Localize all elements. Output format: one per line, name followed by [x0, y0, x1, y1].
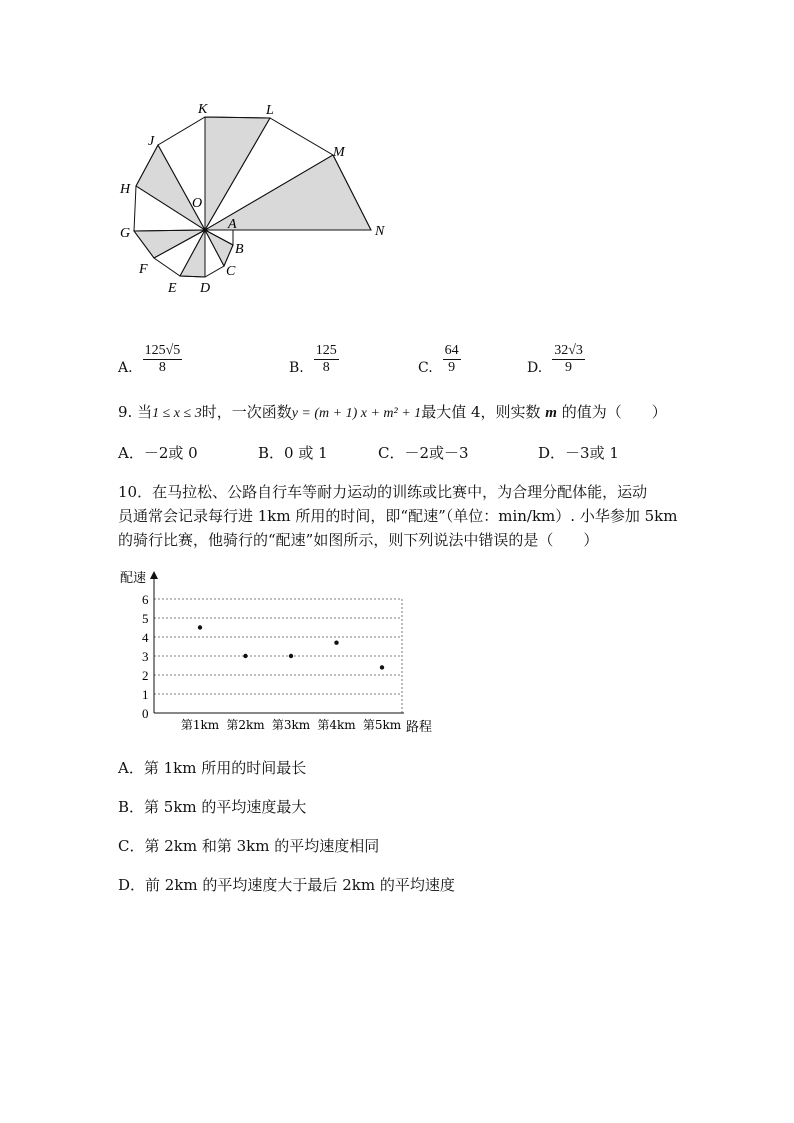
x-tick-label: 第2km — [226, 718, 265, 732]
option-fraction — [443, 343, 461, 376]
y-tick-label: 3 — [142, 649, 149, 664]
x-tick-label: 第4km — [317, 718, 356, 732]
fraction-numerator: 32√3 — [554, 343, 583, 358]
y-tick-label: 5 — [142, 611, 149, 626]
x-tick-label: 第3km — [271, 718, 311, 732]
q9-option-d[interactable]: D．－3或 1 — [538, 444, 619, 462]
option-letter: C. — [418, 360, 433, 376]
y-tick-label: 6 — [142, 592, 149, 607]
q9-number: 9. — [118, 403, 133, 421]
q9-prefix: 当 — [137, 403, 153, 421]
shaded-triangle-bca — [205, 230, 233, 266]
option-fraction — [143, 343, 183, 376]
q8-option-c[interactable] — [418, 338, 461, 376]
q10-line-3: 的骑行比赛，他骑行的“配速”如图所示，则下列说法中错误的是（ ） — [118, 531, 599, 549]
q10-option-c[interactable]: C．第 2km 和第 3km 的平均速度相同 — [118, 837, 380, 855]
geometry-figure — [110, 95, 400, 305]
point-label-l: L — [266, 103, 274, 118]
x-tick-label: 第1km — [180, 718, 220, 732]
y-tick-label: 4 — [142, 630, 149, 645]
q9-option-a[interactable]: A．－2或 0 — [118, 444, 198, 462]
q8-option-b[interactable] — [289, 338, 339, 376]
point-label-f: F — [139, 262, 148, 277]
q9-end: 的值为（ ） — [561, 403, 667, 421]
point-label-a: A — [228, 217, 237, 232]
option-fraction — [314, 343, 339, 376]
point-label-n: N — [375, 224, 385, 239]
data-point — [334, 641, 338, 645]
fraction-numerator: 64 — [444, 343, 459, 358]
point-label-m: M — [333, 145, 345, 160]
option-letter: B. — [289, 360, 304, 376]
fraction-denominator: 9 — [565, 360, 573, 375]
q10-option-b[interactable]: B．第 5km 的平均速度最大 — [118, 798, 307, 816]
y-tick-label: 2 — [142, 668, 149, 683]
x-axis-label: 路程 — [406, 720, 433, 735]
data-point — [243, 654, 247, 658]
y-axis-label: 配速 — [120, 571, 147, 586]
shaded-triangle-hja — [136, 145, 205, 230]
fraction-numerator: 125√5 — [144, 343, 181, 358]
fraction-numerator: 125 — [315, 343, 337, 358]
y-tick-label: 0 — [142, 706, 149, 721]
q9-suffix: 最大值 4，则实数 — [421, 403, 541, 421]
q9-stem — [118, 401, 667, 422]
data-point — [198, 625, 202, 629]
axes — [154, 575, 404, 713]
grid-lines — [154, 599, 402, 713]
q9-condition: 1 ≤ x ≤ 3 — [152, 406, 202, 421]
pace-chart — [115, 565, 445, 740]
option-letter: D. — [527, 360, 543, 376]
point-label-c: C — [226, 264, 236, 279]
fraction-denominator: 9 — [448, 360, 456, 375]
fraction-denominator: 8 — [322, 360, 330, 375]
q10-option-d[interactable]: D．前 2km 的平均速度大于最后 2km 的平均速度 — [118, 876, 455, 894]
x-tick-label: 第5km — [362, 718, 402, 732]
q8-option-a[interactable] — [118, 338, 182, 376]
point-label-g: G — [120, 226, 131, 241]
data-point — [380, 665, 384, 669]
fraction-denominator: 8 — [158, 360, 166, 375]
data-point — [289, 654, 293, 658]
data-points — [198, 625, 384, 669]
q10-line-2: 员通常会记录每行进 1km 所用的时间，即“配速”（单位：min/km）. 小华参加 5km — [118, 507, 678, 525]
option-letter: A. — [118, 360, 133, 376]
point-label-o: O — [192, 196, 203, 211]
point-label-k: K — [198, 102, 208, 117]
y-tick-label: 1 — [142, 687, 149, 702]
y-tick-labels — [142, 592, 149, 721]
q9-option-c[interactable]: C．－2或－3 — [378, 444, 469, 462]
q10-option-a[interactable]: A．第 1km 所用的时间最长 — [118, 759, 307, 777]
q9-middle: 时，一次函数 — [201, 403, 292, 421]
point-label-d: D — [200, 281, 211, 296]
q9-function: y = (m + 1) x + m² + 1 — [291, 406, 422, 421]
q9-var: m — [545, 405, 557, 421]
x-tick-labels — [181, 718, 402, 732]
q9-option-b[interactable]: B．0 或 1 — [258, 444, 328, 462]
q10-line-1: 10．在马拉松、公路自行车等耐力运动的训练或比赛中，为合理分配体能，运动 — [118, 483, 648, 501]
point-label-e: E — [168, 281, 177, 296]
point-label-b: B — [235, 242, 244, 257]
point-label-j: J — [148, 134, 155, 149]
point-label-h: H — [120, 182, 131, 197]
option-fraction — [552, 343, 585, 376]
q8-option-d[interactable] — [527, 338, 585, 376]
